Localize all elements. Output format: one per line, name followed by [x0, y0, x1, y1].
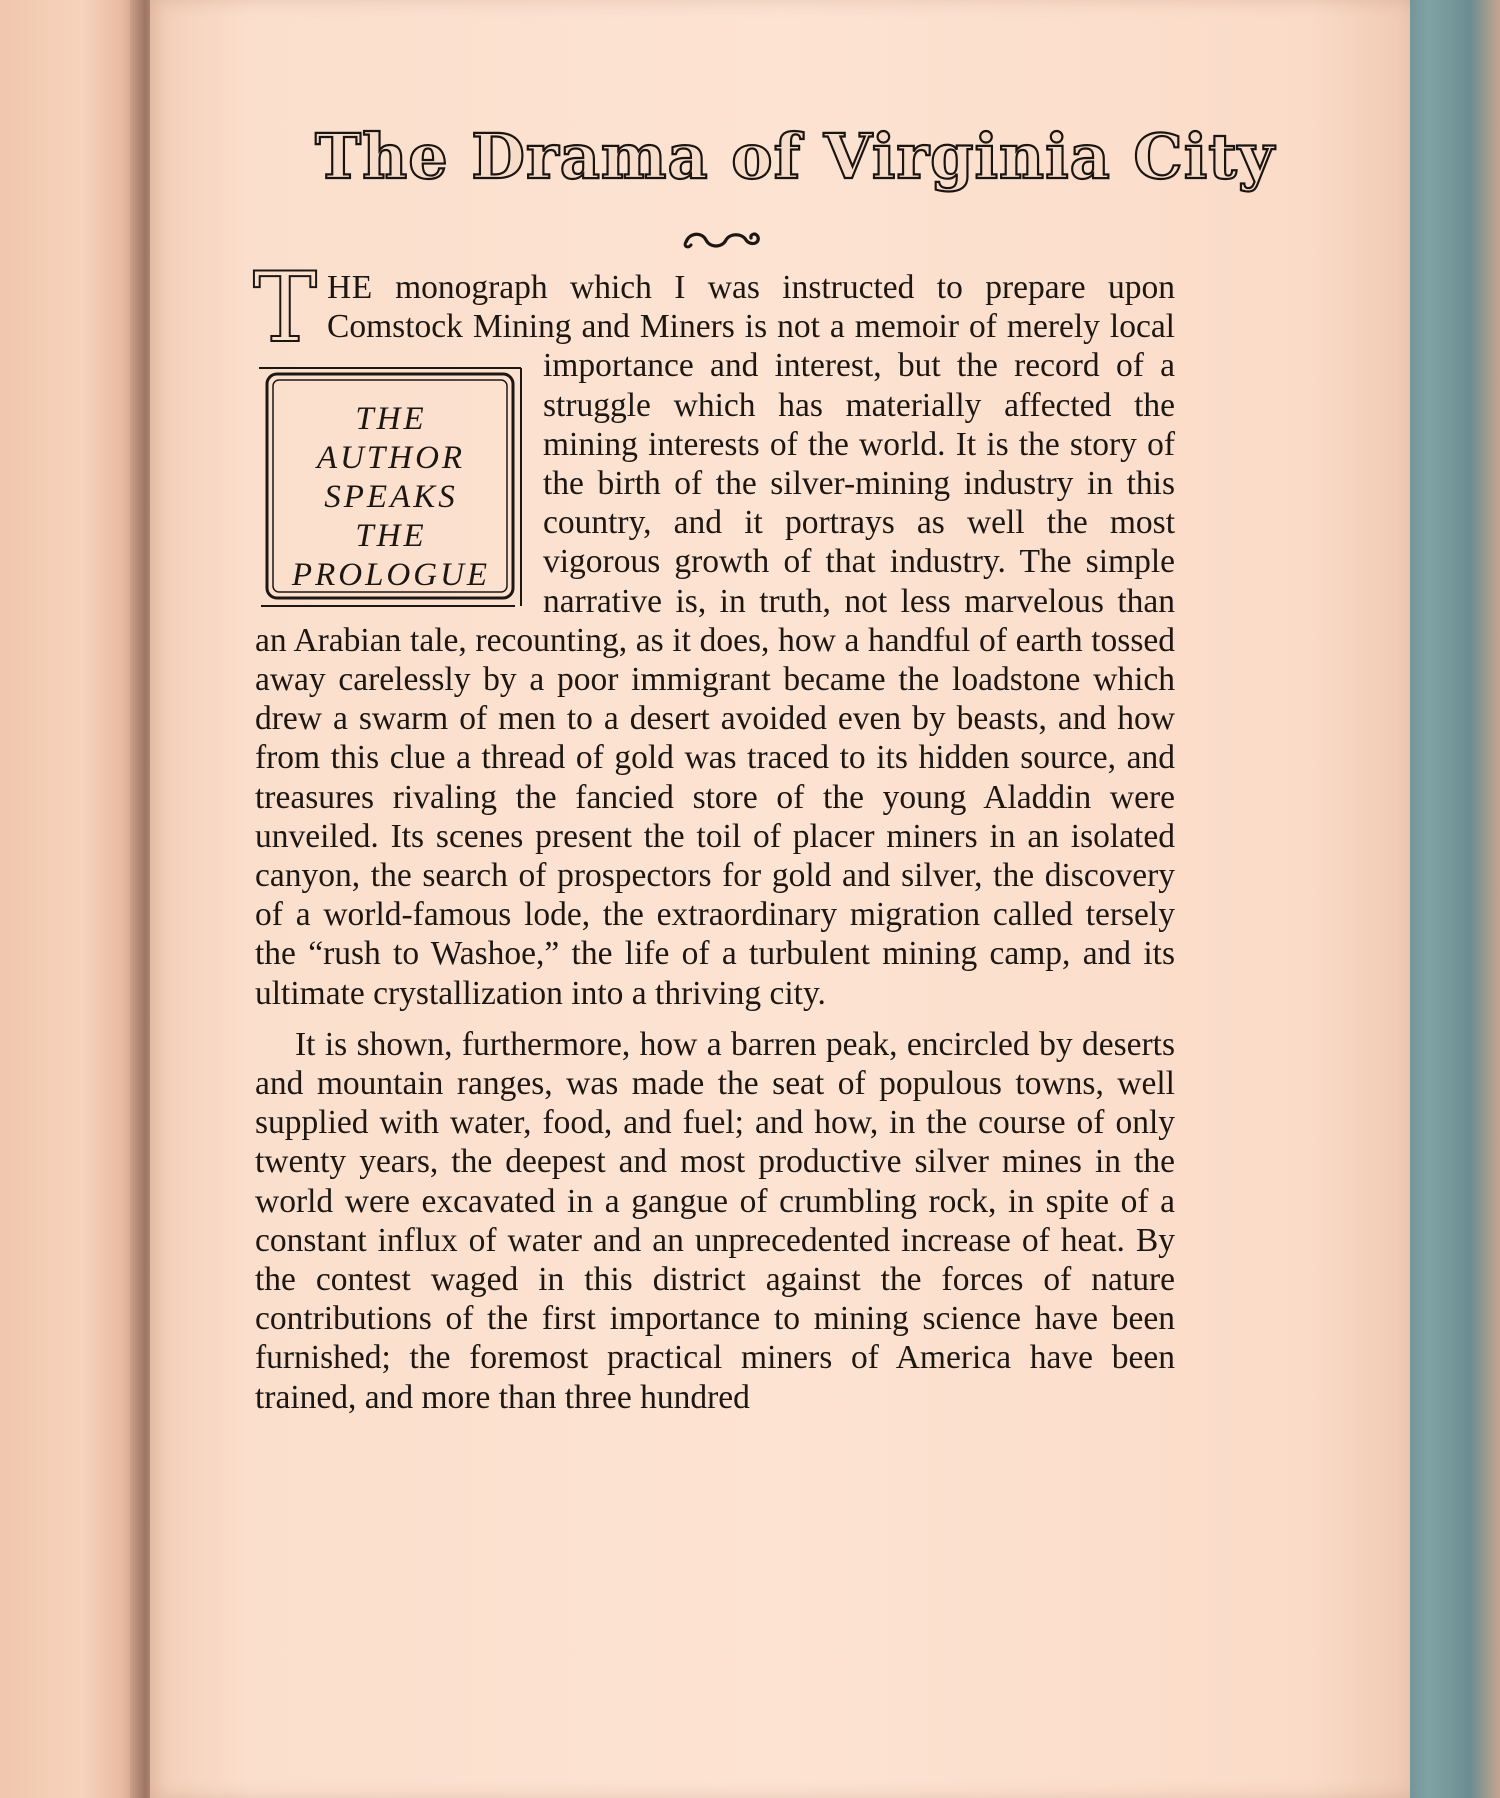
sidebar-box [253, 356, 529, 614]
body-text [253, 252, 1175, 1417]
paragraph-1-text-b: struggle which has materially affected the mining interests of the world. It is the story of the birth of the silver-mining industry in this country, and it portrays as well the most vigorous growth of that industry. The simple narrative is, in truth, not less marvelous than an Arabian tale, recounting, as it does, how a handful of earth tossed away carelessly by a poor immigrant became the loadstone which drew a swarm of men to a desert avoided even by beasts, and how from this clue a thread of gold was traced to its hidden source, and treasures rivaling the fancied store of the young Aladdin were unveiled. Its scenes present the toil of placer miners in an isolated canyon, the search of prospectors for gold and silver, the discovery of a world-famous lode, the extraordinary migration called tersely the “rush to Washoe,” the life of a turbulent mining camp, and its ultimate crystallization into a thriving city. [255, 386, 1175, 1012]
paragraph-1 [253, 252, 1175, 1013]
drop-cap: T [253, 252, 318, 364]
sidebar-line: AUTHOR [316, 440, 466, 477]
sidebar-line: SPEAKS [324, 479, 458, 516]
book-page [150, 0, 1410, 1798]
book-cover-edge [1400, 0, 1500, 1798]
swash-ornament-icon [680, 228, 764, 254]
sidebar-line: THE [355, 518, 427, 555]
left-page-edge [0, 0, 150, 1798]
first-word: HE [327, 269, 373, 306]
sidebar-heading [253, 400, 529, 595]
page-title: The Drama of Virginia City [315, 120, 1275, 193]
sidebar-line: PROLOGUE [291, 557, 491, 594]
paragraph-2: It is shown, furthermore, how a barren peak, encircled by deserts and mountain ranges, was made the seat of populous towns, well supplied with water, food, and fuel; and how, in the course of only twenty years, the deepest and most productive silver mines in the world were excavated in a gangue of crumbling rock, in spite of a constant influx of water and an unprecedented increase of heat. By the contest waged in this district against the forces of nature contributions of the first importance to mining science have been furnished; the foremost practical miners of America have been trained, and more than three hundred [255, 1025, 1175, 1416]
paragraph-1-text-a: monograph which I was instructed to prepare upon Comstock Mining and Miners is not a memoir of merely local importance and interest, but the record of a [327, 269, 1175, 385]
sidebar-line: THE [355, 401, 427, 438]
